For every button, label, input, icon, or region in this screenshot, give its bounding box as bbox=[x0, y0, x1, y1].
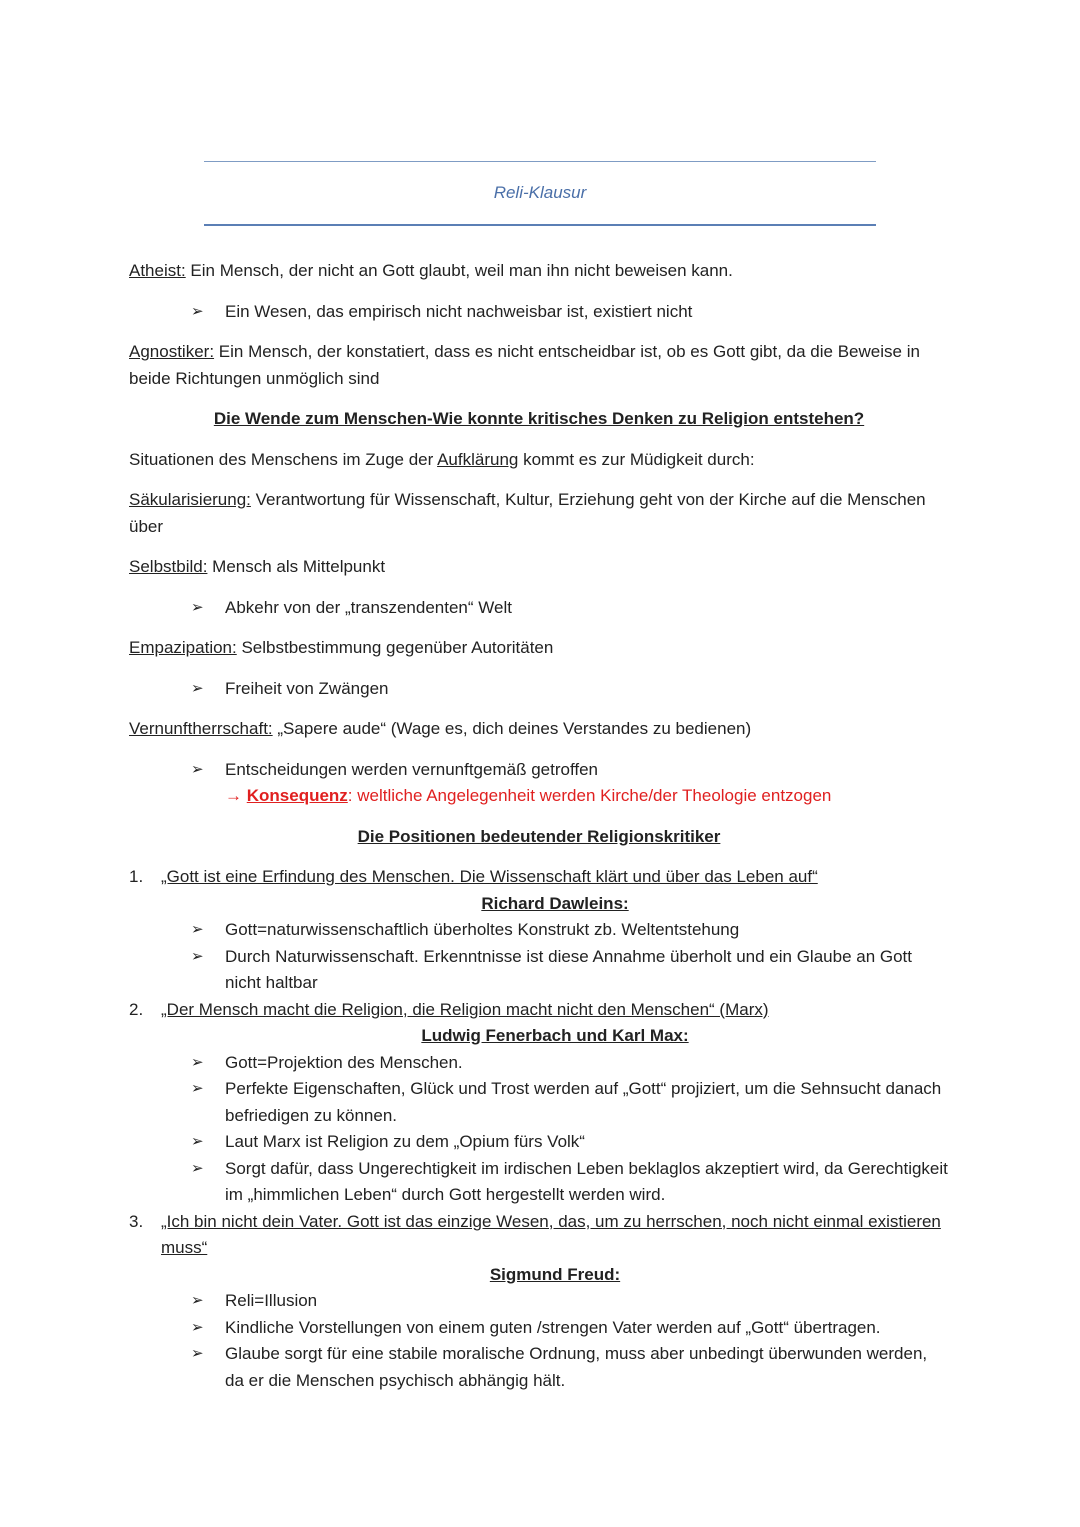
konsequenz-term: Konsequenz bbox=[246, 786, 348, 805]
critic-item bbox=[129, 997, 949, 1209]
arrow-bullet-icon: ➢ bbox=[191, 1159, 204, 1177]
intro-post: kommt es zur Müdigkeit durch: bbox=[518, 449, 755, 469]
intro-aufklaerung: Aufklärung bbox=[437, 449, 519, 469]
bullet-text: Ein Wesen, das empirisch nicht nachweisbar ist, existiert nicht bbox=[225, 301, 693, 321]
document-header-title: Reli-Klausur bbox=[493, 183, 587, 202]
term-agnostiker: Agnostiker: bbox=[129, 342, 215, 361]
critic-author: Sigmund Freud: bbox=[489, 1264, 621, 1284]
definition-agnostiker bbox=[129, 339, 949, 392]
critic-number: 1. bbox=[129, 867, 144, 886]
bullet-text: Entscheidungen werden vernunftgemäß getroffen bbox=[225, 759, 598, 779]
critic-author: Ludwig Fenerbach und Karl Max: bbox=[421, 1026, 689, 1045]
definition-vernunftherrschaft bbox=[129, 716, 949, 743]
intro-paragraph bbox=[129, 447, 949, 474]
arrow-bullet-icon: ➢ bbox=[191, 1133, 204, 1150]
bullet-text: Glaube sorgt für eine stabile moralische Ordnung, muss aber unbedingt überwunden werden, da er die Menschen psychisch abhängig hält. bbox=[225, 1344, 928, 1390]
atheist-bullets bbox=[129, 299, 949, 326]
list-item bbox=[191, 1050, 949, 1077]
arrow-bullet-icon: ➢ bbox=[191, 1318, 204, 1336]
list-item bbox=[191, 1076, 949, 1129]
critic-item bbox=[129, 1209, 949, 1395]
critic-quote: „Gott ist eine Erfindung des Menschen. Die Wissenschaft klärt und über das Leben auf“ bbox=[161, 867, 818, 886]
list-item bbox=[191, 1129, 949, 1156]
vernunft-bullets bbox=[129, 757, 949, 810]
selbst-text: Mensch als Mittelpunkt bbox=[207, 557, 386, 576]
definition-agnostiker-text: Ein Mensch, der konstatiert, dass es nicht entscheidbar ist, ob es Gott gibt, da die Beweise in beide Richtungen unmöglich sind bbox=[129, 342, 920, 388]
arrow-bullet-icon: ➢ bbox=[191, 947, 204, 965]
arrow-bullet-icon: ➢ bbox=[191, 1292, 204, 1309]
list-item bbox=[191, 1315, 949, 1342]
list-item bbox=[191, 1341, 949, 1394]
critic-author: Richard Dawleins: bbox=[481, 893, 629, 913]
list-item bbox=[191, 676, 949, 703]
bullet-text: Laut Marx ist Religion zu dem „Opium fürs Volk“ bbox=[225, 1132, 585, 1151]
definition-saekularisierung bbox=[129, 487, 949, 540]
definition-atheist-text: Ein Mensch, der nicht an Gott glaubt, weil man ihn nicht beweisen kann. bbox=[185, 261, 733, 280]
critics-list bbox=[129, 864, 949, 1394]
empazipation-bullets bbox=[129, 676, 949, 703]
list-item bbox=[191, 595, 949, 622]
bullet-text: Durch Naturwissenschaft. Erkenntnisse ist diese Annahme überholt und ein Glaube an Gott nicht haltbar bbox=[225, 946, 912, 992]
list-item bbox=[191, 757, 949, 784]
emp-text: Selbstbestimmung gegenüber Autoritäten bbox=[236, 638, 554, 657]
bullet-text: Kindliche Vorstellungen von einem guten /strengen Vater werden auf „Gott“ übertragen. bbox=[225, 1317, 881, 1337]
critic-number: 3. bbox=[129, 1211, 144, 1231]
critic-item bbox=[129, 864, 949, 997]
definition-selbstbild bbox=[129, 554, 949, 581]
critic-quote: „Der Mensch macht die Religion, die Religion macht nicht den Menschen“ (Marx) bbox=[161, 999, 769, 1019]
vern-text: „Sapere aude“ (Wage es, dich deines Verstandes zu bedienen) bbox=[272, 719, 752, 738]
term-vernunftherrschaft: Vernunftherrschaft: bbox=[129, 719, 273, 738]
header-rule-bottom bbox=[204, 224, 876, 226]
arrow-bullet-icon: ➢ bbox=[191, 1345, 204, 1362]
section-heading-positionen: Die Positionen bedeutender Religionskritiker bbox=[357, 826, 721, 846]
arrow-bullet-icon: ➢ bbox=[191, 1053, 204, 1071]
arrow-bullet-icon: ➢ bbox=[191, 1080, 204, 1097]
intro-pre: Situationen des Menschens im Zuge der bbox=[129, 449, 438, 469]
arrow-bullet-icon: ➢ bbox=[191, 921, 204, 938]
bullet-text: Gott=naturwissenschaftlich überholtes Konstrukt zb. Weltentstehung bbox=[225, 920, 740, 939]
critic-points bbox=[161, 1050, 949, 1209]
term-atheist: Atheist: bbox=[129, 261, 186, 280]
bullet-text: Gott=Projektion des Menschen. bbox=[225, 1052, 463, 1072]
list-item bbox=[191, 944, 949, 997]
definition-atheist bbox=[129, 258, 949, 285]
arrow-bullet-icon: ➢ bbox=[191, 760, 204, 778]
bullet-text: Abkehr von der „transzendenten“ Welt bbox=[225, 597, 512, 617]
list-item bbox=[191, 299, 949, 326]
list-item bbox=[191, 1288, 949, 1315]
critic-points bbox=[161, 1288, 949, 1394]
critic-number: 2. bbox=[129, 999, 144, 1019]
konsequenz-text: : weltliche Angelegenheit werden Kirche/der Theologie entzogen bbox=[347, 786, 832, 805]
right-arrow-icon: → bbox=[225, 786, 247, 805]
definition-empazipation bbox=[129, 635, 949, 662]
arrow-bullet-icon: ➢ bbox=[191, 598, 204, 616]
bullet-text: Sorgt dafür, dass Ungerechtigkeit im irdischen Leben beklaglos akzeptiert wird, da Gerechtigkeit im „himmlichen Leben“ durch Gott hergestellt werden wird. bbox=[225, 1158, 948, 1204]
saek-text: Verantwortung für Wissenschaft, Kultur, Erziehung geht von der Kirche auf die Menschen über bbox=[129, 490, 926, 536]
header-rule-top bbox=[204, 161, 876, 162]
bullet-text: Perfekte Eigenschaften, Glück und Trost werden auf „Gott“ projiziert, um die Sehnsucht danach befriedigen zu können. bbox=[225, 1079, 942, 1125]
selbstbild-bullets bbox=[129, 595, 949, 622]
konsequenz-line bbox=[225, 783, 949, 810]
bullet-text: Reli=Illusion bbox=[225, 1291, 318, 1310]
term-selbstbild: Selbstbild: bbox=[129, 557, 208, 576]
critic-points bbox=[161, 917, 949, 997]
term-saekularisierung: Säkularisierung: bbox=[129, 490, 251, 509]
term-empazipation: Empazipation: bbox=[129, 638, 237, 657]
list-item bbox=[191, 1156, 949, 1209]
document-body bbox=[129, 258, 949, 1394]
critic-quote: „Ich bin nicht dein Vater. Gott ist das einzige Wesen, das, um zu herrschen, noch nicht einmal existieren muss“ bbox=[161, 1211, 941, 1257]
section-heading-wende: Die Wende zum Menschen-Wie konnte kritisches Denken zu Religion entstehen? bbox=[213, 409, 865, 428]
arrow-bullet-icon: ➢ bbox=[191, 679, 204, 697]
list-item bbox=[191, 917, 949, 944]
arrow-bullet-icon: ➢ bbox=[191, 302, 204, 320]
bullet-text: Freiheit von Zwängen bbox=[225, 678, 389, 698]
